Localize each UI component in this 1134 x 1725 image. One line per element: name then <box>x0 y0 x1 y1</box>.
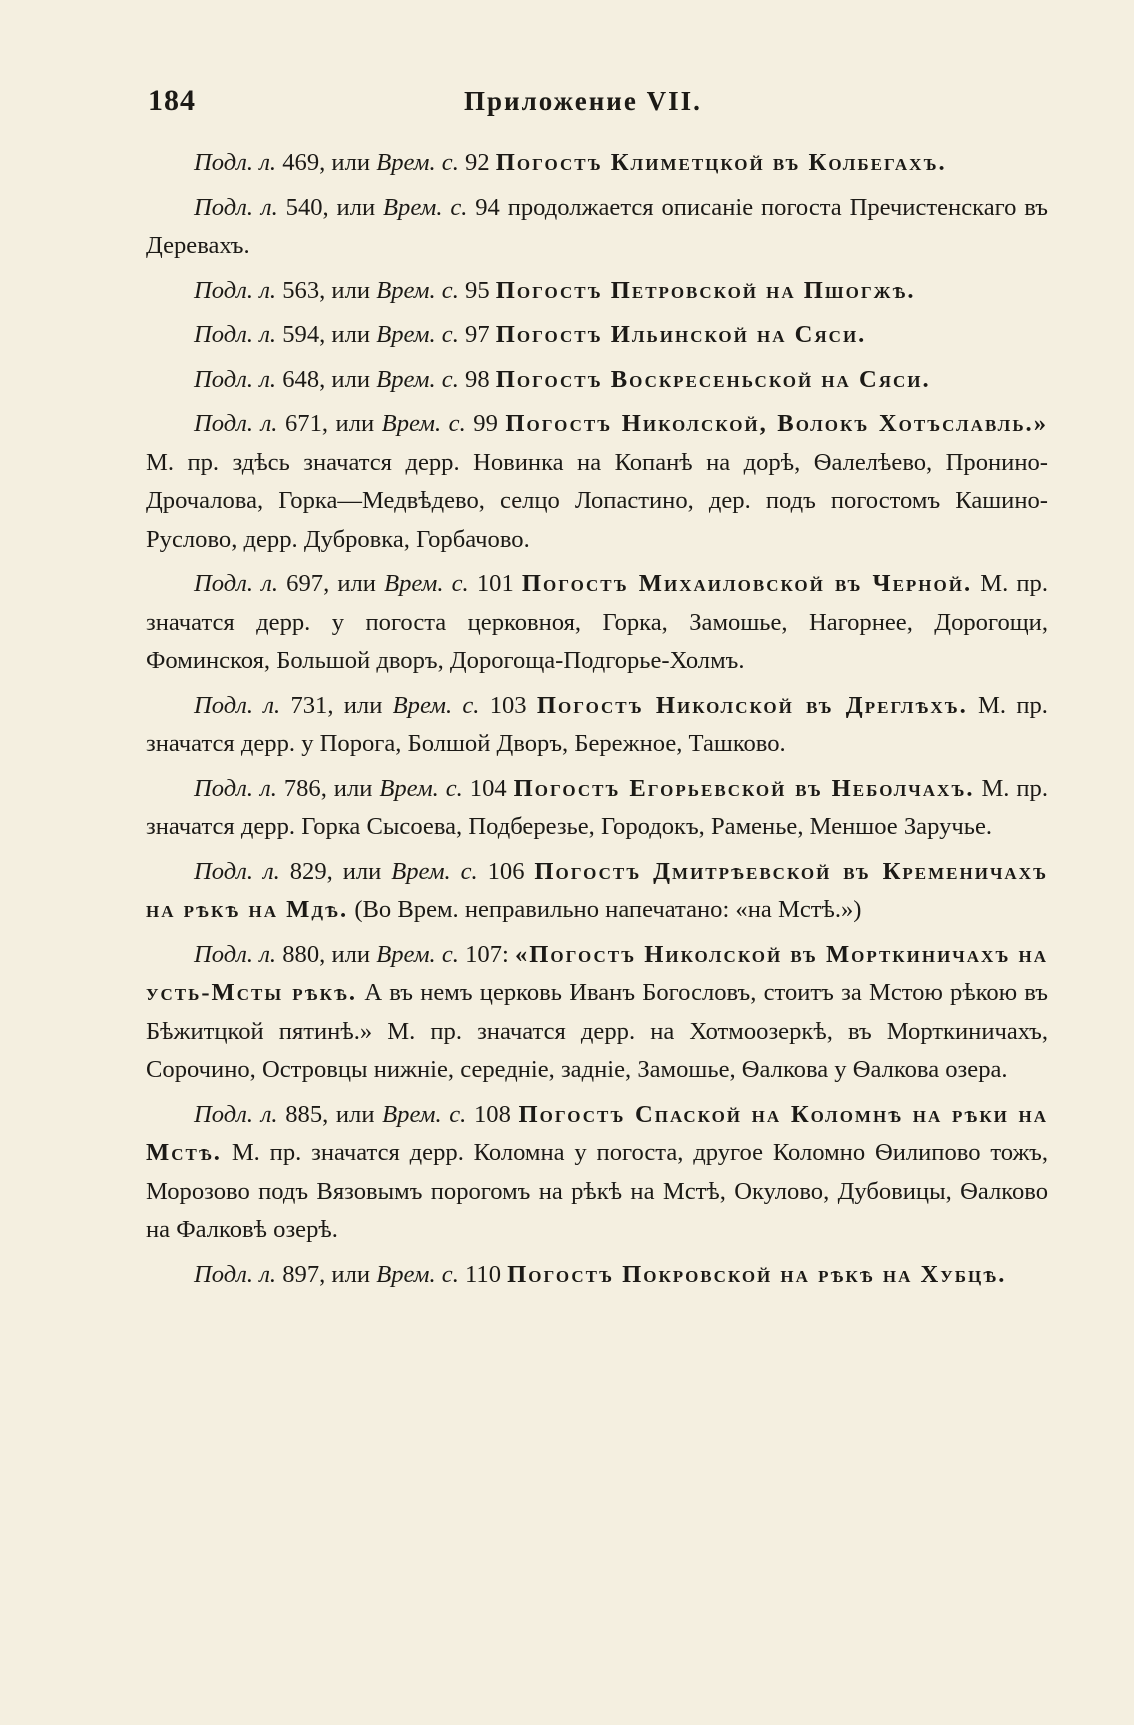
or-word: , или <box>319 321 371 348</box>
podl-ref: Подл. л. <box>194 321 277 348</box>
entry-paragraph <box>146 936 1048 1090</box>
page-ref-number: 94 <box>475 193 500 221</box>
or-word: , или <box>322 1100 375 1128</box>
entry-paragraph <box>146 144 1048 183</box>
entry-paragraph <box>146 405 1048 559</box>
vrem-ref: Врем. с. <box>376 276 459 304</box>
entry-paragraph <box>146 770 1048 847</box>
entry-text: продолжается описаніе погоста Пречистенскаго въ Деревахъ. <box>146 193 1048 259</box>
place-name: Погостъ Николской въ Дреглѣхъ. <box>536 691 968 719</box>
page-header <box>146 70 1048 118</box>
or-word: , или <box>319 276 371 304</box>
place-name: Погостъ Михаиловской въ Черной. <box>521 570 973 597</box>
folio-number: 697 <box>286 570 324 597</box>
folio-number: 594 <box>282 321 320 348</box>
page-ref-number: 101 <box>476 570 514 597</box>
folio-number: 880 <box>282 940 320 968</box>
entry-text: А въ немъ церковь Иванъ Богословъ, стоитъ за Мстою рѣкою въ Бѣжитцкой пятинѣ.» М. пр. значатся дерр. на Хотмоозеркѣ, въ Морткиничахъ, Сорочино, Островцы нижніе, середніе, задніе, Замошье, Ѳалкова у Ѳалкова озера. <box>146 979 1049 1083</box>
entry-paragraph <box>146 361 1048 400</box>
vrem-ref: Врем. с. <box>376 1260 459 1288</box>
place-name: Погостъ Петровской на Пшогжѣ. <box>495 276 916 304</box>
vrem-ref: Врем. с. <box>376 149 459 176</box>
entry-paragraph <box>146 316 1048 355</box>
podl-ref: Подл. л. <box>194 774 277 802</box>
entry-text: М. пр. значатся дерр. Коломна у погоста, другое Коломно Ѳилипово тожъ, Морозово подъ Вязовымъ порогомъ на рѣкѣ на Мстѣ, Окулово, Дубовицы, Ѳалково на Фалковѣ озерѣ. <box>146 1139 1048 1243</box>
or-word: , или <box>319 149 371 176</box>
running-title: Приложение VII. <box>464 86 702 116</box>
or-word: , или <box>319 940 371 968</box>
vrem-ref: Врем. с. <box>379 774 463 802</box>
folio-number: 829 <box>289 857 327 885</box>
or-word: , или <box>323 570 376 597</box>
entry-text: М. пр. значатся дерр. Горка Сысоева, Подберезье, Городокъ, Раменье, Меншое Заручье. <box>146 774 1049 840</box>
entry-text: М. пр. значатся дерр. у погоста церковноя, Горка, Замошье, Нагорнее, Дорогощи, Фоминскоя, Большой дворъ, Дорогоща-Подгорье-Холмъ. <box>146 570 1048 674</box>
podl-ref: Подл. л. <box>194 691 281 719</box>
page-ref-number: 104 <box>469 774 507 802</box>
place-name: Погостъ Егорьевской въ Неболчахъ. <box>513 774 975 802</box>
place-name: Погостъ Покровской на рѣкѣ на Хубцѣ. <box>507 1260 1007 1288</box>
or-word: , или <box>319 365 371 393</box>
vrem-ref: Врем. с. <box>384 570 469 597</box>
vrem-ref: Врем. с. <box>376 365 459 393</box>
page-ref-number: 95 <box>465 276 490 304</box>
podl-ref: Подл. л. <box>194 940 277 968</box>
entry-paragraph <box>146 1096 1048 1250</box>
entry-paragraph <box>146 272 1048 311</box>
or-word: , или <box>319 1260 371 1288</box>
page-ref-number: 108 <box>474 1100 511 1128</box>
entry-text: М. пр. значатся дерр. у Порога, Болшой Дворъ, Бережное, Ташково. <box>146 691 1048 757</box>
page-ref-number: 110 <box>465 1260 502 1288</box>
place-name: Погостъ Ильинской на Сяси. <box>495 321 867 348</box>
or-word: , или <box>320 774 373 802</box>
page-ref-number: 107: <box>465 940 509 968</box>
place-name: Погостъ Спаской на Коломнѣ на рѣки на Мстѣ. <box>146 1100 1049 1166</box>
page-ref-number: 92 <box>465 149 490 176</box>
place-name: «Погостъ Николской въ Морткиничахъ на усть-Мсты рѣкѣ. <box>146 940 1048 1006</box>
page-ref-number: 97 <box>465 321 490 348</box>
page-ref-number: 106 <box>487 857 525 885</box>
or-word: , или <box>322 193 376 221</box>
podl-ref: Подл. л. <box>194 365 277 393</box>
podl-ref: Подл. л. <box>194 276 277 304</box>
place-name: Погостъ Климетцкой въ Колбегахъ. <box>495 149 947 176</box>
page-ref-number: 98 <box>465 365 490 393</box>
entry-paragraph <box>146 853 1048 930</box>
vrem-ref: Врем. с. <box>376 321 459 348</box>
place-name: Погостъ Дмитрѣевской въ Кременичахъ на рѣкѣ на Мдѣ. <box>146 857 1048 923</box>
podl-ref: Подл. л. <box>194 1100 278 1128</box>
folio-number: 469 <box>282 149 320 176</box>
vrem-ref: Врем. с. <box>376 940 459 968</box>
podl-ref: Подл. л. <box>194 570 279 597</box>
podl-ref: Подл. л. <box>194 857 280 885</box>
page-number: 184 <box>148 84 196 117</box>
vrem-ref: Врем. с. <box>392 691 480 719</box>
entry-text: М. пр. здѣсь значатся дерр. Новинка на Копанѣ на дорѣ, Ѳалелѣево, Пронино-Дрочалова, Горка—Медвѣдево, селцо Лопастино, дер. подъ погостомъ Кашино-Руслово, дерр. Дубровка, Горбачово. <box>146 448 1048 553</box>
folio-number: 731 <box>290 691 328 719</box>
podl-ref: Подл. л. <box>194 410 278 437</box>
folio-number: 563 <box>282 276 320 304</box>
or-word: , или <box>321 410 375 437</box>
folio-number: 648 <box>282 365 320 393</box>
page-ref-number: 99 <box>473 410 498 437</box>
entry-paragraph <box>146 687 1048 764</box>
folio-number: 786 <box>283 774 321 802</box>
podl-ref: Подл. л. <box>194 1260 277 1288</box>
folio-number: 897 <box>282 1260 320 1288</box>
entries-list <box>146 144 1048 1294</box>
vrem-ref: Врем. с. <box>382 1100 467 1128</box>
or-word: , или <box>326 857 382 885</box>
entry-text: (Во Врем. неправильно напечатано: «на Мстѣ.») <box>354 896 862 923</box>
vrem-ref: Врем. с. <box>383 193 468 221</box>
vrem-ref: Врем. с. <box>381 410 466 437</box>
page-ref-number: 103 <box>489 691 527 719</box>
place-name: Погостъ Николской, Волокъ Хотъславль.» <box>505 410 1049 437</box>
place-name: Погостъ Воскресеньской на Сяси. <box>495 365 931 393</box>
entry-paragraph <box>146 189 1048 266</box>
podl-ref: Подл. л. <box>194 149 277 176</box>
folio-number: 540 <box>285 193 323 221</box>
podl-ref: Подл. л. <box>194 193 278 221</box>
folio-number: 885 <box>285 1100 323 1128</box>
entry-paragraph <box>146 565 1048 681</box>
or-word: , или <box>327 691 383 719</box>
vrem-ref: Врем. с. <box>391 857 478 885</box>
folio-number: 671 <box>284 410 322 437</box>
entry-paragraph <box>146 1256 1048 1295</box>
